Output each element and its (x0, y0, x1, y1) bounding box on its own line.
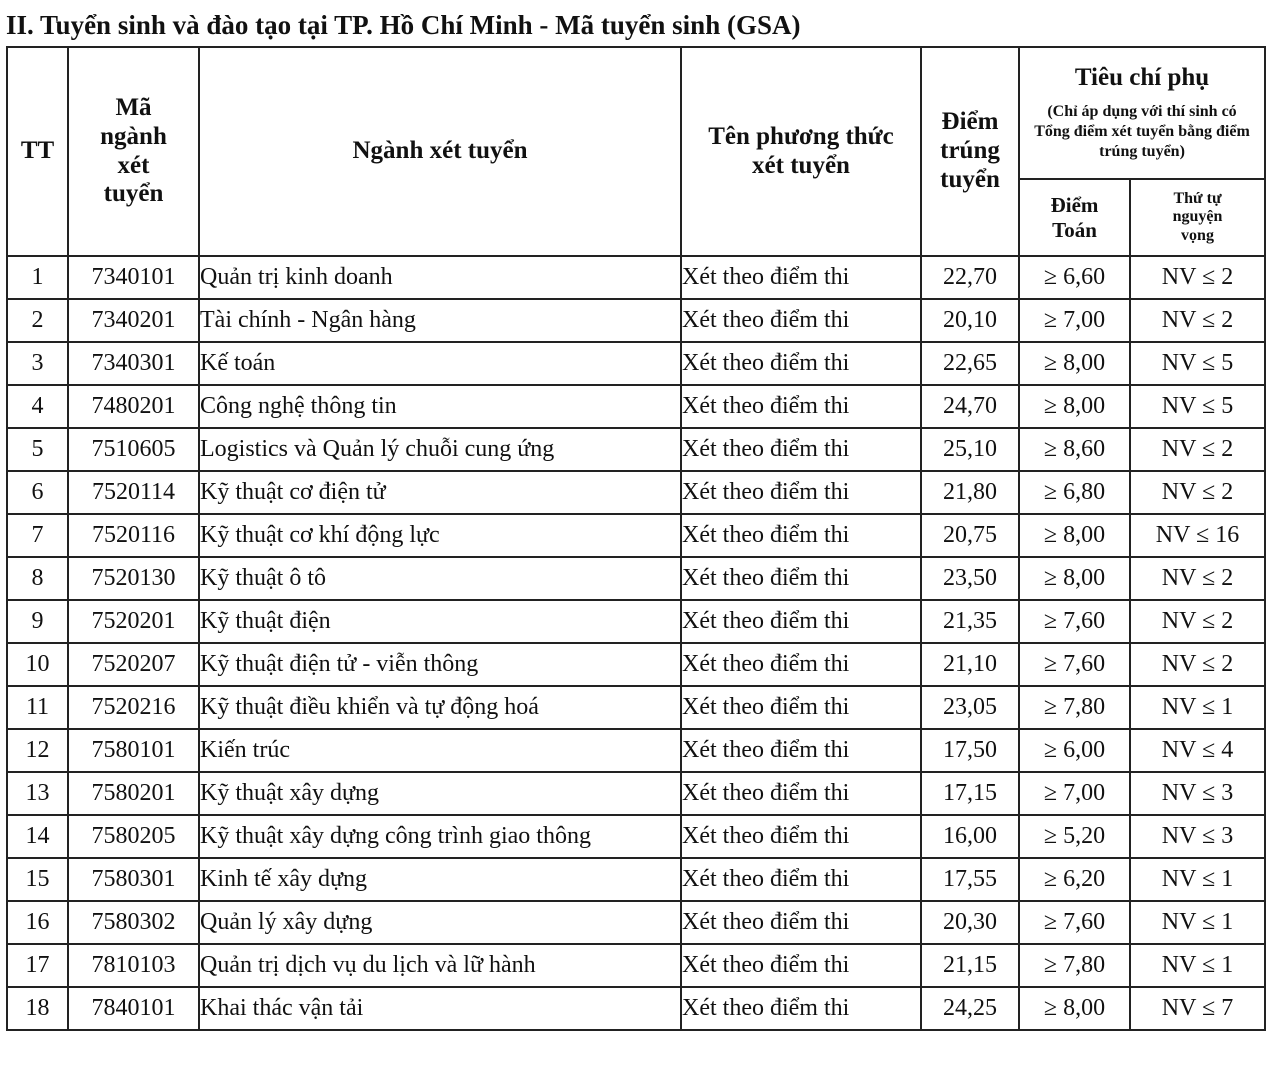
cell-diem-toan: ≥ 8,00 (1019, 557, 1130, 600)
cell-nganh: Logistics và Quản lý chuỗi cung ứng (199, 428, 681, 471)
table-row (7, 686, 1265, 729)
cell-thu-tu: NV ≤ 3 (1130, 815, 1265, 858)
table-body (7, 256, 1265, 1030)
cell-nganh: Kinh tế xây dựng (199, 858, 681, 901)
cell-phuong-thuc: Xét theo điểm thi (681, 342, 921, 385)
cell-diem-toan: ≥ 7,00 (1019, 772, 1130, 815)
cell-diem: 21,35 (921, 600, 1019, 643)
table-row (7, 428, 1265, 471)
cell-thu-tu: NV ≤ 2 (1130, 643, 1265, 686)
table-row (7, 858, 1265, 901)
cell-ma-nganh: 7520201 (68, 600, 199, 643)
table-row (7, 901, 1265, 944)
cell-diem: 23,05 (921, 686, 1019, 729)
cell-phuong-thuc: Xét theo điểm thi (681, 600, 921, 643)
cell-diem: 17,15 (921, 772, 1019, 815)
cell-phuong-thuc: Xét theo điểm thi (681, 729, 921, 772)
cell-tt: 7 (7, 514, 68, 557)
cell-thu-tu: NV ≤ 16 (1130, 514, 1265, 557)
table-row (7, 514, 1265, 557)
header-tieu-chi-title: Tiêu chí phụ (1074, 63, 1210, 91)
cell-diem: 24,25 (921, 987, 1019, 1030)
cell-tt: 8 (7, 557, 68, 600)
table-row (7, 729, 1265, 772)
cell-thu-tu: NV ≤ 2 (1130, 600, 1265, 643)
cell-tt: 14 (7, 815, 68, 858)
cell-diem: 20,30 (921, 901, 1019, 944)
cell-diem: 24,70 (921, 385, 1019, 428)
cell-thu-tu: NV ≤ 1 (1130, 858, 1265, 901)
cell-phuong-thuc: Xét theo điểm thi (681, 428, 921, 471)
table-row (7, 643, 1265, 686)
cell-nganh: Kiến trúc (199, 729, 681, 772)
cell-diem-toan: ≥ 7,60 (1019, 643, 1130, 686)
cell-diem-toan: ≥ 7,60 (1019, 901, 1130, 944)
cell-diem: 21,15 (921, 944, 1019, 987)
cell-nganh: Kỹ thuật điện tử - viễn thông (199, 643, 681, 686)
cell-diem-toan: ≥ 6,00 (1019, 729, 1130, 772)
cell-nganh: Kỹ thuật xây dựng (199, 772, 681, 815)
cell-thu-tu: NV ≤ 3 (1130, 772, 1265, 815)
cell-phuong-thuc: Xét theo điểm thi (681, 471, 921, 514)
header-nganh: Ngành xét tuyển (199, 47, 681, 256)
cell-thu-tu: NV ≤ 2 (1130, 299, 1265, 342)
cell-diem: 23,50 (921, 557, 1019, 600)
cell-ma-nganh: 7580302 (68, 901, 199, 944)
cell-ma-nganh: 7520114 (68, 471, 199, 514)
table-row (7, 944, 1265, 987)
cell-nganh: Kỹ thuật cơ khí động lực (199, 514, 681, 557)
header-tieu-chi (1019, 47, 1265, 179)
cell-phuong-thuc: Xét theo điểm thi (681, 256, 921, 299)
cell-ma-nganh: 7580101 (68, 729, 199, 772)
cell-nganh: Công nghệ thông tin (199, 385, 681, 428)
cell-tt: 9 (7, 600, 68, 643)
cell-diem: 17,50 (921, 729, 1019, 772)
cell-diem: 22,65 (921, 342, 1019, 385)
cell-diem-toan: ≥ 8,00 (1019, 514, 1130, 557)
cell-tt: 13 (7, 772, 68, 815)
cell-thu-tu: NV ≤ 2 (1130, 557, 1265, 600)
cell-ma-nganh: 7520207 (68, 643, 199, 686)
cell-phuong-thuc: Xét theo điểm thi (681, 686, 921, 729)
cell-phuong-thuc: Xét theo điểm thi (681, 557, 921, 600)
cell-diem: 21,10 (921, 643, 1019, 686)
table-row (7, 987, 1265, 1030)
cell-ma-nganh: 7580301 (68, 858, 199, 901)
cell-ma-nganh: 7520216 (68, 686, 199, 729)
cell-thu-tu: NV ≤ 1 (1130, 686, 1265, 729)
cell-tt: 11 (7, 686, 68, 729)
admission-table (6, 46, 1266, 1031)
cell-nganh: Quản lý xây dựng (199, 901, 681, 944)
cell-ma-nganh: 7510605 (68, 428, 199, 471)
cell-tt: 4 (7, 385, 68, 428)
header-tieu-chi-note: (Chỉ áp dụng với thí sinh có Tổng điểm xét tuyển bằng điểm trúng tuyển) (1034, 103, 1250, 161)
cell-phuong-thuc: Xét theo điểm thi (681, 901, 921, 944)
table-row (7, 385, 1265, 428)
table-row (7, 772, 1265, 815)
cell-ma-nganh: 7840101 (68, 987, 199, 1030)
header-diem-toan: Điểm Toán (1019, 179, 1130, 256)
table-header (7, 47, 1265, 256)
cell-tt: 16 (7, 901, 68, 944)
cell-phuong-thuc: Xét theo điểm thi (681, 385, 921, 428)
cell-thu-tu: NV ≤ 5 (1130, 342, 1265, 385)
header-phuong-thuc: Tên phương thức xét tuyển (681, 47, 921, 256)
table-row (7, 299, 1265, 342)
cell-diem-toan: ≥ 8,00 (1019, 987, 1130, 1030)
cell-phuong-thuc: Xét theo điểm thi (681, 858, 921, 901)
cell-thu-tu: NV ≤ 7 (1130, 987, 1265, 1030)
cell-diem: 16,00 (921, 815, 1019, 858)
cell-nganh: Quản trị kinh doanh (199, 256, 681, 299)
cell-thu-tu: NV ≤ 2 (1130, 428, 1265, 471)
cell-diem-toan: ≥ 7,80 (1019, 944, 1130, 987)
cell-tt: 1 (7, 256, 68, 299)
cell-tt: 12 (7, 729, 68, 772)
cell-nganh: Kỹ thuật cơ điện tử (199, 471, 681, 514)
cell-tt: 3 (7, 342, 68, 385)
cell-ma-nganh: 7810103 (68, 944, 199, 987)
cell-diem: 21,80 (921, 471, 1019, 514)
cell-ma-nganh: 7520130 (68, 557, 199, 600)
cell-tt: 15 (7, 858, 68, 901)
table-row (7, 256, 1265, 299)
cell-thu-tu: NV ≤ 1 (1130, 901, 1265, 944)
table-row (7, 342, 1265, 385)
cell-ma-nganh: 7480201 (68, 385, 199, 428)
cell-diem-toan: ≥ 8,00 (1019, 342, 1130, 385)
cell-nganh: Khai thác vận tải (199, 987, 681, 1030)
cell-diem: 20,75 (921, 514, 1019, 557)
cell-tt: 10 (7, 643, 68, 686)
table-row (7, 815, 1265, 858)
header-tt: TT (7, 47, 68, 256)
cell-diem-toan: ≥ 7,80 (1019, 686, 1130, 729)
cell-diem: 22,70 (921, 256, 1019, 299)
page-title: II. Tuyển sinh và đào tạo tại TP. Hồ Chí Minh - Mã tuyển sinh (GSA) (6, 10, 801, 40)
cell-diem: 25,10 (921, 428, 1019, 471)
cell-diem-toan: ≥ 7,00 (1019, 299, 1130, 342)
cell-nganh: Kỹ thuật xây dựng công trình giao thông (199, 815, 681, 858)
cell-diem-toan: ≥ 5,20 (1019, 815, 1130, 858)
table-row (7, 600, 1265, 643)
cell-phuong-thuc: Xét theo điểm thi (681, 815, 921, 858)
cell-phuong-thuc: Xét theo điểm thi (681, 643, 921, 686)
cell-tt: 6 (7, 471, 68, 514)
cell-tt: 18 (7, 987, 68, 1030)
table-row (7, 557, 1265, 600)
cell-diem-toan: ≥ 7,60 (1019, 600, 1130, 643)
cell-tt: 2 (7, 299, 68, 342)
cell-phuong-thuc: Xét theo điểm thi (681, 944, 921, 987)
cell-thu-tu: NV ≤ 1 (1130, 944, 1265, 987)
header-ma-nganh: Mã ngành xét tuyển (68, 47, 199, 256)
cell-tt: 17 (7, 944, 68, 987)
cell-thu-tu: NV ≤ 2 (1130, 471, 1265, 514)
cell-diem-toan: ≥ 8,60 (1019, 428, 1130, 471)
cell-diem-toan: ≥ 6,80 (1019, 471, 1130, 514)
cell-ma-nganh: 7580205 (68, 815, 199, 858)
cell-thu-tu: NV ≤ 5 (1130, 385, 1265, 428)
cell-phuong-thuc: Xét theo điểm thi (681, 987, 921, 1030)
cell-nganh: Tài chính - Ngân hàng (199, 299, 681, 342)
cell-nganh: Kỹ thuật điều khiển và tự động hoá (199, 686, 681, 729)
cell-thu-tu: NV ≤ 4 (1130, 729, 1265, 772)
cell-ma-nganh: 7340201 (68, 299, 199, 342)
cell-phuong-thuc: Xét theo điểm thi (681, 299, 921, 342)
cell-diem: 17,55 (921, 858, 1019, 901)
cell-nganh: Kỹ thuật ô tô (199, 557, 681, 600)
header-thu-tu: Thứ tự nguyện vọng (1130, 179, 1265, 256)
cell-diem: 20,10 (921, 299, 1019, 342)
cell-tt: 5 (7, 428, 68, 471)
cell-thu-tu: NV ≤ 2 (1130, 256, 1265, 299)
cell-diem-toan: ≥ 6,20 (1019, 858, 1130, 901)
cell-ma-nganh: 7520116 (68, 514, 199, 557)
header-diem: Điểm trúng tuyển (921, 47, 1019, 256)
cell-ma-nganh: 7340301 (68, 342, 199, 385)
cell-ma-nganh: 7580201 (68, 772, 199, 815)
cell-phuong-thuc: Xét theo điểm thi (681, 772, 921, 815)
table-row (7, 471, 1265, 514)
cell-ma-nganh: 7340101 (68, 256, 199, 299)
cell-phuong-thuc: Xét theo điểm thi (681, 514, 921, 557)
cell-nganh: Kỹ thuật điện (199, 600, 681, 643)
cell-diem-toan: ≥ 6,60 (1019, 256, 1130, 299)
cell-nganh: Kế toán (199, 342, 681, 385)
cell-diem-toan: ≥ 8,00 (1019, 385, 1130, 428)
cell-nganh: Quản trị dịch vụ du lịch và lữ hành (199, 944, 681, 987)
